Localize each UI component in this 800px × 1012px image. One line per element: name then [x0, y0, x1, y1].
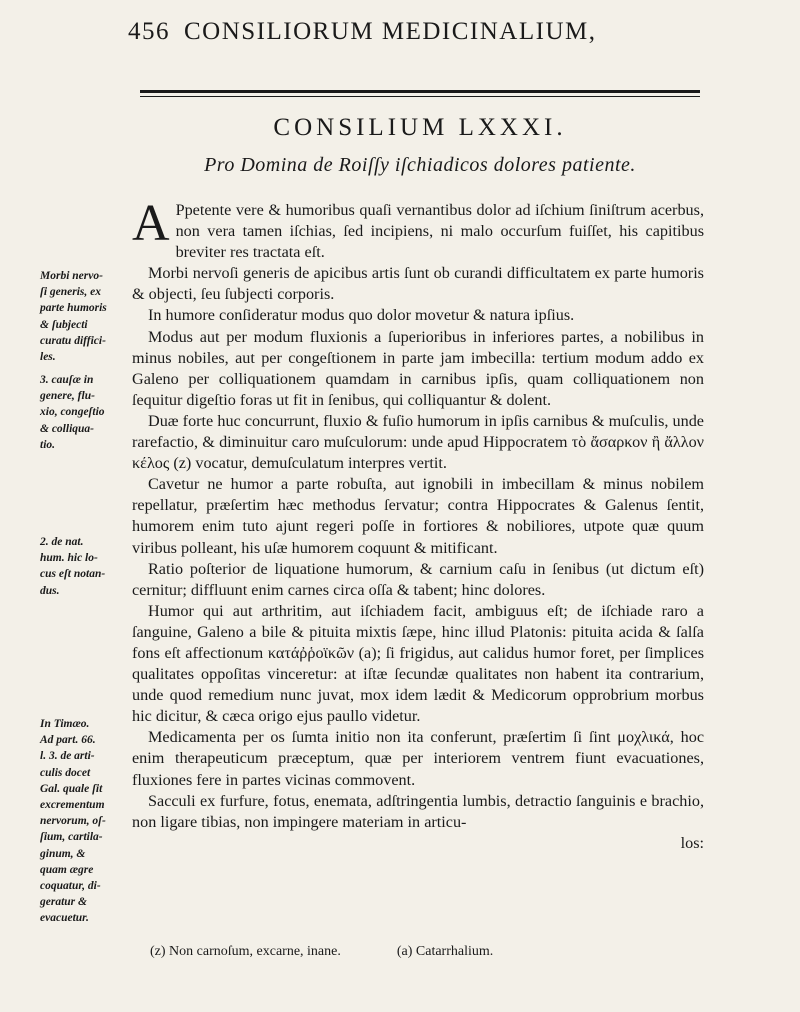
paragraph-4: Modus aut per modum fluxionis a ſuperioribus in inferiores partes, a nobilibus in minus nobiles, aut per congeſtionem in parte jam imbecilla: tertium modum addo ex Galeno per colliquationem quamdam in carnibus ipſis, quam colliquationem non ſequitur digeſtio foras ut fit in ſenibus, qui colliquantur & dolent.	[132, 327, 704, 409]
header-rule-thin	[140, 96, 700, 97]
paragraph-3: In humore conſideratur modus quo dolor movetur & natura ipſius.	[148, 306, 575, 325]
chapter-subtitle: Pro Domina de Roiſſy iſchiadicos dolores patiente.	[204, 154, 636, 176]
page-number: 456	[128, 18, 170, 45]
footnotes	[150, 944, 710, 960]
margin-note-4: In Timæo. Ad part. 66. l. 3. de arti- culis docet Gal. quale ſit excrementum nervorum, oſ- ſium, cartila- ginum, & quam ægre coquatur, di- geratur & evacuetur.	[40, 718, 106, 925]
running-head	[128, 18, 698, 46]
paragraph-5: Duæ forte huc concurrunt, fluxio & fuſio humorum in ipſis carnibus & muſculis, unde rarefactio, & diminuitur caro muſculorum: unde apud Hippocratem τὸ ἄσαρκον ἢ ἄλλον κέλος (z) vocatur, demuſculatum interpres vertit.	[132, 411, 704, 473]
margin-note-3: 2. de nat. hum. hic lo- cus eſt notan- dus.	[40, 536, 106, 597]
margin-note-1: Morbi nervo- ſi generis, ex parte humoris & ſubjecti curatu diffici- les.	[40, 270, 107, 364]
chapter-title: CONSILIUM LXXXI.	[273, 114, 567, 141]
paragraph-10: Sacculi ex furfure, fotus, enemata, adſtringentia lumbis, detractio ſanguinis e brachio, non ligare tibias, non impingere materiam in articu-	[132, 791, 704, 831]
main-text	[132, 195, 704, 854]
paragraph-1: A Ppetente vere & humoribus quaſi vernantibus dolor ad iſchium ſiniſtrum acerbus, non vera tamen iſchias, ſed incipiens, ni malo occurſum fuiſſet, his capitibus breviter res tractata eſt.	[132, 195, 704, 262]
paragraph-2: Morbi nervoſi generis de apicibus artis ſunt ob curandi difficultatem ex parte humoris & objecti, ſeu ſubjecti corporis.	[132, 264, 704, 304]
paragraph-9: Medicamenta per os ſumta initio non ita conferunt, præſertim ſi ſint μοχλικά, hoc enim therapeuticum præceptum, quæ per interiorem ventrem fiunt evacuationes, fluxiones fere in partes vicinas commovent.	[132, 728, 704, 789]
footnote-a: (a) Catarrhalium.	[396, 944, 494, 959]
header-rule-thick	[140, 90, 700, 93]
paragraph-7: Ratio poſterior de liquatione humorum, & carnium caſu in ſenibus (ut dictum eſt) cernitur; diffluunt enim carnes circa oſſa & tabent; hinc dolores.	[132, 559, 704, 599]
paragraph-6: Cavetur ne humor a parte robuſta, aut ignobili in imbecillam & minus nobilem repellatur, præſertim hæc methodus ſervatur; contra Hippocrates & Galenus ſentit, humorem enim tuto ajunt regeri poſſe in fortiores & nobiliores, utpote quæ quum viribus polleant, his uſæ humorem coquunt & mitificant.	[132, 475, 704, 557]
paragraph-8: Humor qui aut arthritim, aut iſchiadem facit, ambiguus eſt; de iſchiade raro a ſanguine, Galeno a bile & pituita mixtis ſæpe, hinc illud Platonis: pituita acida & ſalſa fons eſt affectionum κατάῤῥοϊκῶν (a); ſi frigidus, aut calidus humor foret, per ſimplices qualitates oppoſitas vinceretur: at iſtæ ſecundæ qualitates non habent ita contrarium, unde quod remedium nunc juvat, mox idem lædit & Medicorum opprobrium morbus hic dicitur, & cæca origo ejus paullo videtur.	[132, 601, 704, 726]
margin-note-2: 3. cauſæ in genere, flu- xio, congeſtio & colliqua- tio.	[40, 374, 105, 451]
paragraph-10-continuation: los:	[680, 833, 704, 852]
footnote-z: (z) Non carnoſum, excarne, inane.	[150, 944, 341, 959]
running-title: CONSILIORUM MEDICINALIUM,	[184, 18, 597, 45]
drop-cap: A	[132, 195, 170, 252]
